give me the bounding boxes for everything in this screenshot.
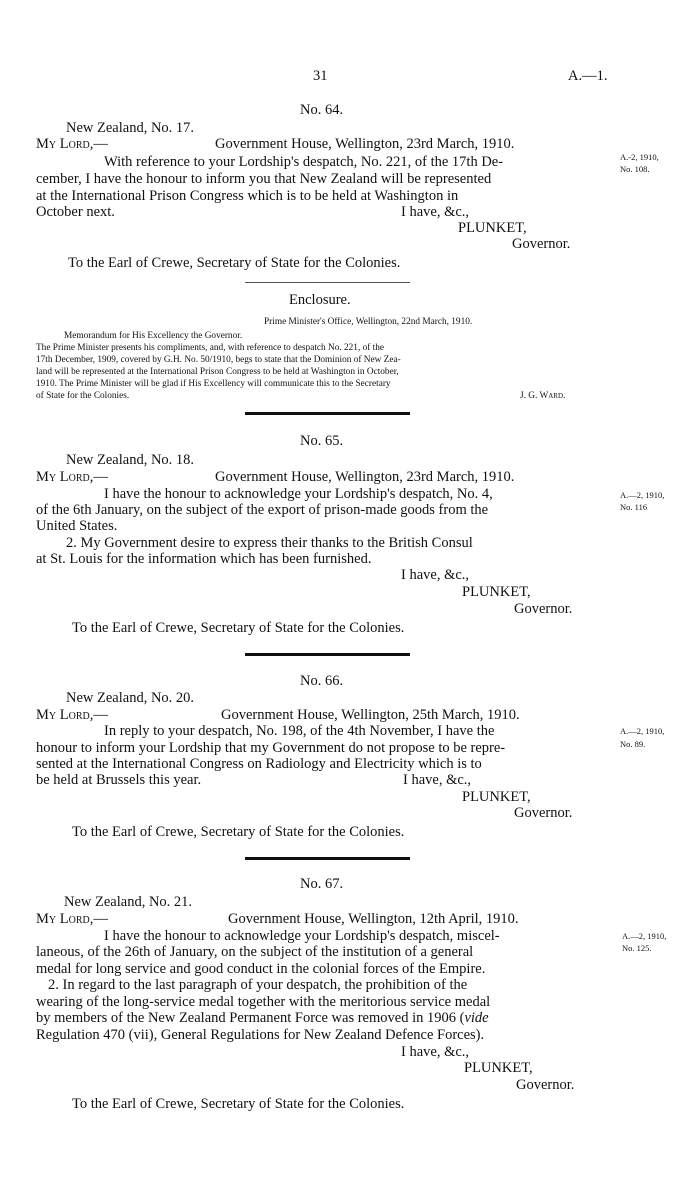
signature: PLUNKET, [458,220,527,236]
address-line: To the Earl of Crewe, Secretary of State for the Colonies. [72,620,405,636]
body-line: honour to inform your Lordship that my Government do not propose to be repre- [36,740,506,756]
body-line: medal for long service and good conduct in the colonial forces of the Empire. [36,961,486,977]
body-line: 2. In regard to the last paragraph of your despatch, the prohibition of the [48,977,468,993]
salutation: My Lord,— [36,469,108,485]
closing: I have, &c., [401,204,470,220]
signature: PLUNKET, [462,584,531,600]
letter-reference: New Zealand, No. 21. [64,894,193,910]
memo-signature: J. G. Ward. [520,391,566,401]
body-line: In reply to your despatch, No. 198, of the 4th November, I have the [104,723,495,739]
place-date: Government House, Wellington, 12th April, 1910. [228,911,519,927]
signature: PLUNKET, [462,789,531,805]
letter-number: No. 67. [300,876,344,892]
memo-line: The Prime Minister presents his compliments, and, with reference to despatch No. 221, of the [36,343,385,353]
memo-line: 1910. The Prime Minister will be glad if His Excellency will communicate this to the Secretary [36,379,391,389]
memo-line: 17th December, 1909, covered by G.H. No. 50/1910, begs to state that the Dominion of New Zea- [36,355,401,365]
divider [245,412,410,415]
address-line: To the Earl of Crewe, Secretary of State for the Colonies. [68,255,401,271]
place-date: Government House, Wellington, 23rd March, 1910. [215,469,515,485]
margin-note: A.—2, 1910, [622,931,667,941]
memo-title: Memorandum for His Excellency the Governor. [64,331,243,341]
document-reference: A.—1. [568,68,608,84]
salutation: My Lord,— [36,911,108,927]
body-line: at St. Louis for the information which has been furnished. [36,551,372,567]
page-number: 31 [313,68,328,84]
letter-number: No. 66. [300,673,344,689]
body-line: With reference to your Lordship's despatch, No. 221, of the 17th De- [104,154,504,170]
margin-note: A.-2, 1910, [620,152,659,162]
body-line: be held at Brussels this year. [36,772,202,788]
body-line: laneous, of the 26th of January, on the subject of the institution of a general [36,944,474,960]
divider [245,653,410,656]
body-line: United States. [36,518,118,534]
body-line: at the International Prison Congress which is to be held at Washington in [36,188,459,204]
letter-number: No. 65. [300,433,344,449]
body-line: Regulation 470 (vii), General Regulations for New Zealand Defence Forces). [36,1027,485,1043]
body-line: October next. [36,204,115,220]
letter-reference: New Zealand, No. 17. [66,120,195,136]
address-line: To the Earl of Crewe, Secretary of State for the Colonies. [72,824,405,840]
margin-note: No. 125. [622,943,652,953]
salutation: My Lord,— [36,136,108,152]
body-line: sented at the International Congress on Radiology and Electricity which is to [36,756,482,772]
margin-note: No. 116 [620,502,648,512]
divider [245,857,410,860]
body-line: of the 6th January, on the subject of the export of prison-made goods from the [36,502,489,518]
signature-title: Governor. [514,805,573,821]
letter-reference: New Zealand, No. 18. [66,452,195,468]
margin-note: No. 89. [620,739,646,749]
margin-note: A.—2, 1910, [620,490,665,500]
closing: I have, &c., [403,772,472,788]
letter-reference: New Zealand, No. 20. [66,690,195,706]
signature-title: Governor. [514,601,573,617]
enclosure-heading: Enclosure. [289,292,351,308]
memo-line: of State for the Colonies. [36,391,130,401]
body-line: I have the honour to acknowledge your Lordship's despatch, miscel- [104,928,500,944]
body-line: I have the honour to acknowledge your Lordship's despatch, No. 4, [104,486,493,502]
address-line: To the Earl of Crewe, Secretary of State for the Colonies. [72,1096,405,1112]
closing: I have, &c., [401,1044,470,1060]
memo-line: land will be represented at the International Prison Congress to be held at Washington in October, [36,367,399,377]
letter-number: No. 64. [300,102,344,118]
closing: I have, &c., [401,567,470,583]
signature-title: Governor. [516,1077,575,1093]
place-date: Government House, Wellington, 23rd March, 1910. [215,136,515,152]
margin-note: A.—2, 1910, [620,726,665,736]
divider [245,282,410,283]
body-line: 2. My Government desire to express their thanks to the British Consul [66,535,473,551]
signature: PLUNKET, [464,1060,533,1076]
signature-title: Governor. [512,236,571,252]
body-line: cember, I have the honour to inform you that New Zealand will be represented [36,171,492,187]
body-line: wearing of the long-service medal together with the meritorious service medal [36,994,491,1010]
enclosure-office-date: Prime Minister's Office, Wellington, 22nd March, 1910. [264,317,473,327]
body-line: by members of the New Zealand Permanent Force was removed in 1906 (vide [36,1010,489,1026]
place-date: Government House, Wellington, 25th March, 1910. [221,707,520,723]
margin-note: No. 108. [620,164,650,174]
salutation: My Lord,— [36,707,108,723]
